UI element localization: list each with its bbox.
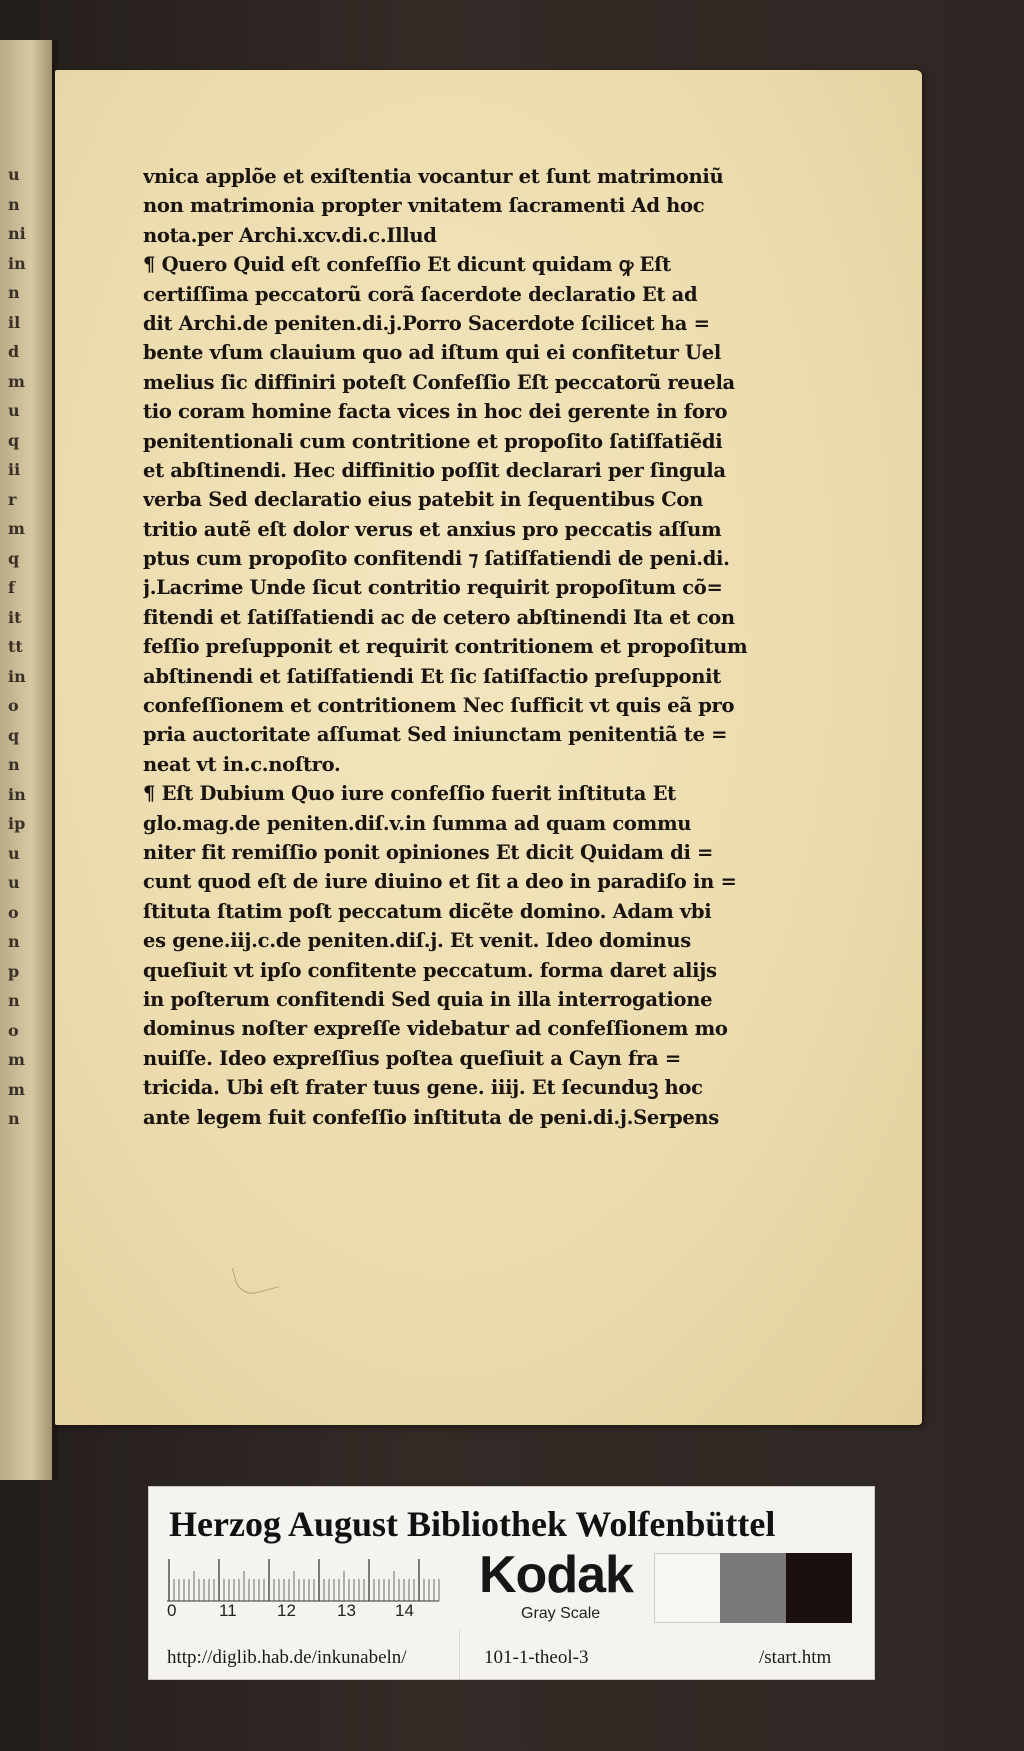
facing-page-fragment: m <box>8 1079 25 1099</box>
text-line: ante legem fuit confeſſio inſtituta de peni.di.j.Serpens <box>143 1105 719 1129</box>
facing-page-fragment: o <box>8 696 19 715</box>
text-line: ¶ Quero Quid eſt confeſſio Et dicunt quidam ꝙ Eſt <box>143 253 671 277</box>
text-line: tritio autẽ eſt dolor verus et anxius pro peccatis aſſum <box>143 517 722 541</box>
text-line: fitendi et ſatiſfatiendi ac de cetero abſtinendi Ita et con <box>143 605 735 629</box>
stray-ink-mark <box>232 1257 280 1298</box>
gray-swatch <box>720 1553 786 1623</box>
text-line: es gene.iij.c.de peniten.diſ.j. Et venit. Ideo dominus <box>143 929 691 953</box>
url-row <box>149 1637 874 1677</box>
facing-page-fragment: u <box>8 873 20 892</box>
ruler-numbers <box>167 1601 457 1625</box>
facing-page-text <box>8 160 48 1134</box>
url-page: /start.htm <box>759 1647 832 1668</box>
text-line: feſſio preſupponit et requirit contritionem et propoſitum <box>143 635 748 659</box>
gray-scale-label: Gray Scale <box>521 1605 601 1622</box>
text-line: j.Lacrime Unde ſicut contritio requirit propoſitum cõ= <box>143 576 723 600</box>
facing-page-fragment: d <box>8 342 20 361</box>
ruler-number: 0 <box>167 1601 177 1620</box>
text-line: vnica applõe et exiſtentia vocantur et ſunt matrimoniũ <box>143 165 724 188</box>
color-scale-card <box>148 1486 875 1680</box>
text-line: in poſterum confitendi Sed quia in illa interrogatione <box>143 987 713 1011</box>
facing-page-fragment: r <box>8 489 17 509</box>
text-line: confeſſionem et contritionem Nec ſufficit vt quis eã pro <box>143 694 735 718</box>
text-line: tio coram homine facta vices in hoc dei gerente in foro <box>143 400 728 424</box>
facing-page-fragment: n <box>8 991 20 1010</box>
text-line: nuiſſe. Ideo expreſſius poſtea queſiuit a Cayn fra = <box>143 1046 681 1070</box>
library-title: Herzog August Bibliothek Wolfenbüttel <box>169 1504 776 1544</box>
facing-page-fragment: m <box>8 1050 25 1069</box>
incunabulum-text-block <box>143 162 773 1132</box>
facing-page-fragment: n <box>8 755 20 774</box>
text-line: cunt quod eſt de iure diuino et ſit a deo in paradiſo in = <box>143 870 737 894</box>
facing-page-fragment: f <box>8 578 15 597</box>
facing-page-fragment: m <box>8 519 25 538</box>
text-line: bente vſum clauium quo ad iſtum qui ei confitetur Uel <box>143 341 721 365</box>
text-line: tricida. Ubi eſt frater tuus gene. iiij. Et ſecunduꝫ hoc <box>143 1076 703 1100</box>
ruler-number: 14 <box>395 1601 414 1620</box>
facing-page-fragment: n <box>8 932 20 951</box>
text-line: niter fit remiſſio ponit opiniones Et dicit Quidam di = <box>143 840 714 864</box>
text-line: ſtituta ſtatim poſt peccatum dicẽte domino. Adam vbi <box>143 899 712 923</box>
text-line: ¶ Eſt Dubium Quo iure confeſſio fuerit inſtituta Et <box>143 782 676 806</box>
facing-page-fragment: tt <box>8 637 23 656</box>
ruler-number: 11 <box>219 1601 237 1620</box>
text-line: verba Sed declaratio eius patebit in ſequentibus Con <box>143 488 704 512</box>
text-line: penitentionali cum contritione et propoſito ſatiſfatiẽdi <box>143 429 723 453</box>
facing-page-fragment: ip <box>8 814 26 833</box>
ruler-number: 13 <box>337 1601 356 1620</box>
facing-page-fragment: u <box>8 401 20 420</box>
facing-page-fragment: it <box>8 607 22 627</box>
facing-page-fragment: ni <box>8 224 26 243</box>
facing-page-fragment: n <box>8 194 20 214</box>
facing-page-fragment: q <box>8 725 20 745</box>
facing-page-edge <box>0 40 52 1480</box>
text-line: non matrimonia propter vnitatem ſacramenti Ad hoc <box>143 194 705 218</box>
text-line: neat vt in.c.noſtro. <box>143 752 341 776</box>
facing-page-fragment: q <box>8 430 20 450</box>
facing-page-fragment: in <box>8 784 26 804</box>
text-line: et abſtinendi. Hec diffinitio poſſit declarari per ſingula <box>143 458 726 482</box>
facing-page-fragment: n <box>8 283 20 302</box>
facing-page-fragment: in <box>8 666 26 686</box>
facing-page-fragment: il <box>8 312 21 332</box>
facing-page-fragment: u <box>8 843 20 863</box>
facing-page-fragment: q <box>8 548 20 568</box>
text-line: queſiuit vt ipſo confitente peccatum. forma daret alijs <box>143 958 717 982</box>
white-swatch <box>654 1553 722 1623</box>
text-line: certiſſima peccatorũ corã ſacerdote declaratio Et ad <box>143 282 698 306</box>
facing-page-fragment: n <box>8 1109 20 1128</box>
facing-page-fragment: ii <box>8 460 21 479</box>
manuscript-page <box>55 70 922 1425</box>
text-line: melius ſic diffiniri poteſt Confeſſio Eſt peccatorũ reuela <box>143 370 735 394</box>
text-line: nota.per Archi.xcv.di.c.Illud <box>143 223 437 247</box>
text-line: abſtinendi et ſatiſfatiendi Et ſic ſatiſfactio preſupponit <box>143 664 721 688</box>
facing-page-fragment: u <box>8 165 20 184</box>
text-line: ptus cum propoſito confitendi ⁊ ſatiſfatiendi de peni.di. <box>143 547 730 571</box>
facing-page-fragment: o <box>8 1020 19 1040</box>
kodak-logo: Kodak <box>479 1546 633 1604</box>
facing-page-fragment: in <box>8 253 26 273</box>
facing-page-fragment: p <box>8 961 20 981</box>
ruler-number: 12 <box>277 1601 296 1620</box>
black-swatch <box>786 1553 852 1623</box>
facing-page-fragment: m <box>8 371 25 391</box>
text-line: dominus noſter expreſſe videbatur ad confeſſionem mo <box>143 1017 728 1041</box>
measurement-ruler <box>167 1555 447 1603</box>
text-line: pria auctoritate aſſumat Sed iniunctam penitentiã te = <box>143 723 728 747</box>
facing-page-fragment: o <box>8 902 19 922</box>
url-id: 101-1-theol-3 <box>484 1647 589 1668</box>
url-base-link[interactable]: http://diglib.hab.de/inkunabeln/ <box>167 1647 407 1668</box>
text-line: dit Archi.de peniten.di.j.Porro Sacerdote ſcilicet ha = <box>143 311 710 335</box>
text-line: glo.mag.de peniten.diſ.v.in ſumma ad quam commu <box>143 811 692 835</box>
